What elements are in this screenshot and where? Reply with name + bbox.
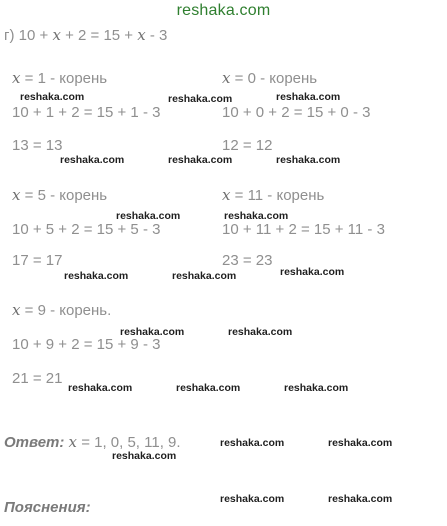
case-1-equation: 10 + 1 + 2 = 15 + 1 - 3 [12, 104, 161, 121]
case-3-title-text: = 5 - корень [24, 187, 108, 204]
case-5-var: x [12, 301, 21, 319]
case-3-result: 17 = 17 [12, 252, 63, 269]
case-5-result: 21 = 21 [12, 370, 63, 387]
case-4-title-text: = 11 - корень [234, 187, 325, 204]
problem-expr-a: 10 + [18, 27, 49, 44]
problem-expr-c: - 3 [149, 27, 168, 44]
case-2-equation: 10 + 0 + 2 = 15 + 0 - 3 [222, 104, 371, 121]
case-4-var: x [222, 186, 231, 204]
watermark: reshaka.com [64, 270, 129, 282]
explanation-line [4, 499, 91, 516]
watermark: reshaka.com [280, 266, 345, 278]
answer-var: x [68, 433, 78, 451]
case-4-result: 23 = 23 [222, 252, 273, 269]
case-5-equation: 10 + 9 + 2 = 15 + 9 - 3 [12, 336, 161, 353]
case-1-title-text: = 1 - корень [24, 70, 108, 87]
answer-value: = 1, 0, 5, 11, 9. [81, 434, 181, 451]
problem-line [4, 26, 167, 44]
watermark: reshaka.com [116, 210, 181, 222]
explanation-label: Пояснения: [4, 499, 91, 516]
case-2-result: 12 = 12 [222, 137, 273, 154]
case-4-equation: 10 + 11 + 2 = 15 + 11 - 3 [222, 221, 385, 238]
problem-expr-b: + 2 = 15 + [65, 27, 134, 44]
case-3-title [12, 186, 107, 204]
watermark: reshaka.com [168, 154, 233, 166]
case-2-title-text: = 0 - корень [234, 70, 318, 87]
watermark: reshaka.com [120, 326, 185, 338]
watermark: reshaka.com [276, 91, 341, 103]
case-2-title [222, 69, 317, 87]
watermark: reshaka.com [112, 450, 177, 462]
answer-label: Ответ: [4, 434, 65, 451]
watermark: reshaka.com [176, 382, 241, 394]
case-1-title [12, 69, 107, 87]
case-3-equation: 10 + 5 + 2 = 15 + 5 - 3 [12, 221, 161, 238]
case-3-var: x [12, 186, 21, 204]
case-4-title [222, 186, 324, 204]
watermark: reshaka.com [328, 493, 393, 505]
watermark: reshaka.com [284, 382, 349, 394]
watermark: reshaka.com [224, 210, 289, 222]
problem-label: г) [4, 27, 15, 44]
site-header[interactable]: reshaka.com [176, 2, 271, 19]
case-2-var: x [222, 69, 231, 87]
watermark: reshaka.com [276, 154, 341, 166]
watermark: reshaka.com [60, 154, 125, 166]
watermark: reshaka.com [20, 91, 85, 103]
case-1-var: x [12, 69, 21, 87]
case-5-title-text: = 9 - корень. [24, 302, 112, 319]
watermark: reshaka.com [168, 93, 233, 105]
watermark: reshaka.com [228, 326, 293, 338]
problem-var-1: x [52, 26, 61, 44]
watermark: reshaka.com [328, 437, 393, 449]
problem-var-2: x [137, 26, 146, 44]
answer-line [4, 433, 181, 451]
case-5-title [12, 301, 111, 319]
case-1-result: 13 = 13 [12, 137, 63, 154]
watermark: reshaka.com [68, 382, 133, 394]
watermark: reshaka.com [172, 270, 237, 282]
watermark: reshaka.com [220, 437, 285, 449]
watermark: reshaka.com [220, 493, 285, 505]
